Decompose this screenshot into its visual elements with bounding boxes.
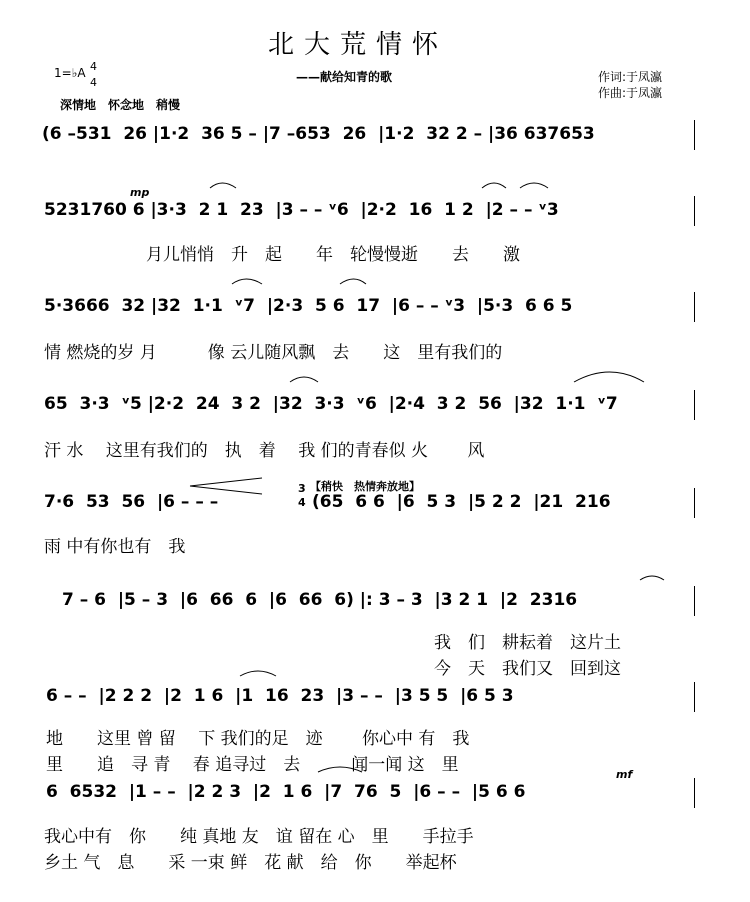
notation-row-6: 7 – 6 |5 – 3 |6 66 6 |6 66 6) |: 3 – 3 |3 2 1 |2 2316 bbox=[62, 590, 578, 610]
lyric-row-8-verse-2: 乡土 气 息 采 一束 鲜 花 献 给 你 举起杯 bbox=[44, 853, 457, 873]
time-signature-bottom: 4 bbox=[90, 76, 97, 89]
notation-row-2: 5231760 6 |3·3 2 1 23 |3 – – ᵛ6 |2·2 16 1 2 |2 – – ᵛ3 bbox=[44, 200, 559, 220]
tempo-marking-2: 【稍快 热情奔放地】 bbox=[310, 480, 420, 493]
tempo-marking: 深情地 怀念地 稍慢 bbox=[60, 98, 181, 112]
notation-row-5a: 7·6 53 56 |6 – – – bbox=[44, 492, 219, 512]
notation-row-1: (6 –531 26 |1·2 36 5 – |7 –653 26 |1·2 32 2 – |36 637653 bbox=[42, 124, 595, 144]
composer: 作曲:于凤瀛 bbox=[598, 86, 663, 100]
hairpin bbox=[190, 478, 262, 486]
lyric-row-6-verse-2: 今 天 我们又 回到这 bbox=[434, 659, 621, 679]
lyric-row-5: 雨 中有你也有 我 bbox=[44, 537, 186, 557]
notation-row-7: 6 – – |2 2 2 |2 1 6 |1 16 23 |3 – – |3 5 5 |6 5 3 bbox=[46, 686, 514, 706]
slur bbox=[240, 671, 276, 676]
time-signature-top: 4 bbox=[90, 60, 97, 73]
slur bbox=[340, 279, 366, 284]
slur bbox=[232, 279, 262, 284]
hairpin bbox=[190, 486, 262, 494]
slur bbox=[318, 767, 362, 772]
song-subtitle: ——献给知青的歌 bbox=[296, 70, 393, 84]
lyricist: 作词:于凤瀛 bbox=[598, 70, 663, 84]
dynamic-mark: mp bbox=[130, 186, 150, 199]
lyric-row-8-verse-1: 我心中有 你 纯 真地 友 谊 留在 心 里 手拉手 bbox=[44, 827, 474, 847]
notation-row-8: 6 6532 |1 – – |2 2 3 |2 1 6 |7 76 5 |6 – – |5 6 6 bbox=[46, 782, 526, 802]
lyric-row-7-verse-1: 地 这里 曾 留 下 我们的足 迹 你心中 有 我 bbox=[46, 729, 470, 749]
notation-row-5b: (65 6 6 |6 5 3 |5 2 2 |21 216 bbox=[312, 492, 611, 512]
slur bbox=[520, 183, 548, 188]
lyric-row-3: 情 燃烧的岁 月 像 云儿随风飘 去 这 里有我们的 bbox=[44, 343, 503, 363]
time-signature-bottom: 4 bbox=[298, 496, 306, 509]
slur bbox=[482, 183, 506, 188]
lyric-row-2: 月儿悄悄 升 起 年 轮慢慢逝 去 激 bbox=[146, 245, 520, 265]
slur bbox=[290, 377, 318, 382]
song-title: 北大荒情怀 bbox=[268, 30, 449, 60]
dynamic-mark: mf bbox=[616, 768, 633, 781]
lyric-row-7-verse-2: 里 追 寻 青 春 追寻过 去 闻一闻 这 里 bbox=[46, 755, 459, 775]
lyric-row-6-verse-1: 我 们 耕耘着 这片土 bbox=[434, 633, 621, 653]
notation-row-4: 65 3·3 ᵛ5 |2·2 24 3 2 |32 3·3 ᵛ6 |2·4 3 2 56 |32 1·1 ᵛ7 bbox=[44, 394, 618, 414]
slur bbox=[574, 372, 644, 382]
key-signature: 1=♭A bbox=[54, 66, 86, 80]
lyric-row-4: 汗 水 这里有我们的 执 着 我 们的青春似 火 风 bbox=[44, 441, 485, 461]
notation-row-3: 5·3666 32 |32 1·1 ᵛ7 |2·3 5 6 17 |6 – – ᵛ3 |5·3 6 6 5 bbox=[44, 296, 573, 316]
slur bbox=[640, 576, 664, 580]
slur bbox=[210, 183, 236, 188]
time-signature-top: 3 bbox=[298, 482, 306, 495]
